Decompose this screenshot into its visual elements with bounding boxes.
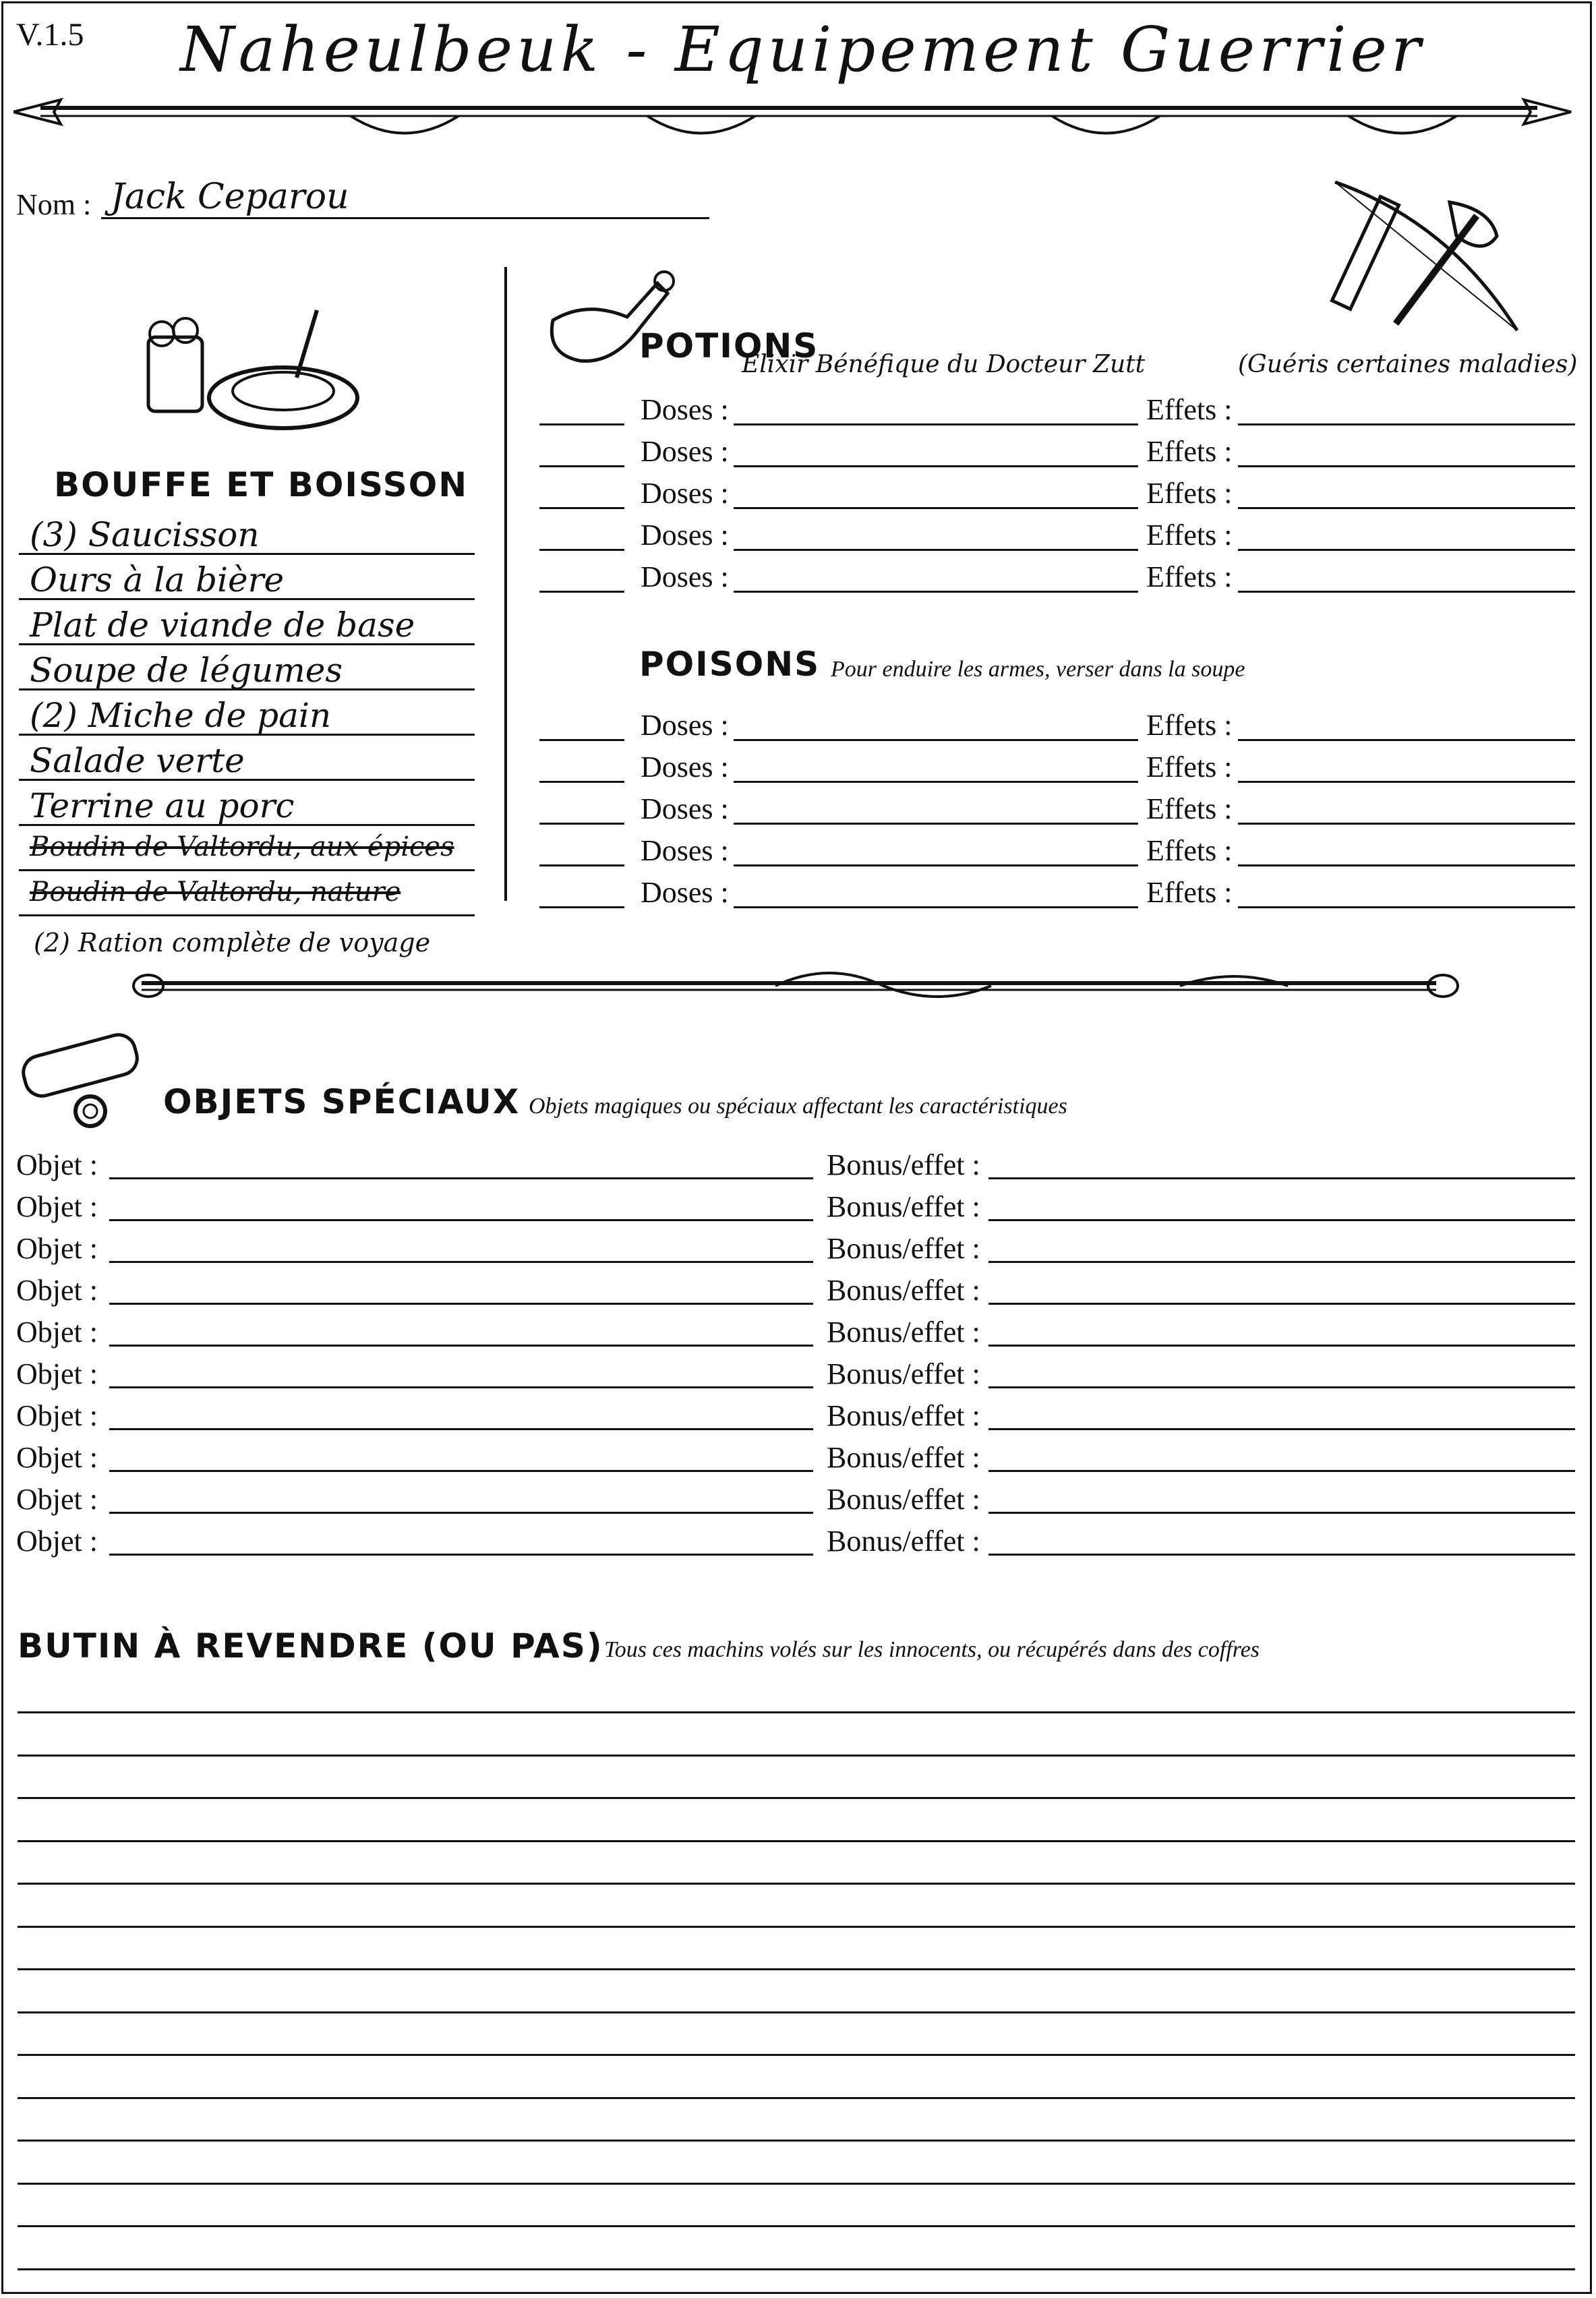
objet-label: Objet : bbox=[16, 1148, 98, 1181]
food-platter-icon bbox=[135, 297, 364, 438]
loot-line[interactable] bbox=[18, 2183, 1575, 2185]
dose-count-line[interactable] bbox=[539, 739, 624, 741]
loot-line[interactable] bbox=[18, 1883, 1575, 1885]
food-item[interactable]: Boudin de Valtordu, nature bbox=[30, 877, 401, 908]
food-item-line bbox=[19, 688, 475, 690]
objet-field[interactable] bbox=[109, 1512, 813, 1514]
objet-field[interactable] bbox=[109, 1261, 813, 1263]
effets-field[interactable] bbox=[1238, 906, 1575, 908]
doses-field[interactable] bbox=[734, 465, 1138, 467]
bonus-label: Bonus/effet : bbox=[827, 1148, 980, 1181]
objet-label: Objet : bbox=[16, 1441, 98, 1474]
bonus-field[interactable] bbox=[988, 1554, 1575, 1556]
loot-title: BUTIN À REVENDRE (OU PAS) bbox=[18, 1626, 603, 1666]
food-item[interactable]: (2) Miche de pain bbox=[30, 696, 332, 735]
food-item-line bbox=[19, 553, 475, 555]
dose-count-line[interactable] bbox=[539, 864, 624, 866]
food-item-line bbox=[19, 869, 475, 871]
effets-label: Effets : bbox=[1146, 477, 1233, 510]
objet-label: Objet : bbox=[16, 1316, 98, 1349]
name-field[interactable]: Jack Ceparou bbox=[111, 177, 349, 217]
loot-line[interactable] bbox=[18, 2011, 1575, 2013]
loot-line[interactable] bbox=[18, 2268, 1575, 2270]
effets-field[interactable] bbox=[1238, 781, 1575, 783]
effets-field[interactable] bbox=[1238, 864, 1575, 866]
potion-1-name[interactable]: Elixir Bénéfique du Docteur Zutt bbox=[742, 351, 1146, 378]
dose-count-line[interactable] bbox=[539, 507, 624, 509]
effets-field[interactable] bbox=[1238, 823, 1575, 825]
effets-label: Effets : bbox=[1146, 792, 1233, 825]
loot-line[interactable] bbox=[18, 2140, 1575, 2142]
bonus-label: Bonus/effet : bbox=[827, 1441, 980, 1474]
effets-field[interactable] bbox=[1238, 739, 1575, 741]
doses-field[interactable] bbox=[734, 739, 1138, 741]
doses-field[interactable] bbox=[734, 864, 1138, 866]
doses-field[interactable] bbox=[734, 823, 1138, 825]
bonus-field[interactable] bbox=[988, 1219, 1575, 1221]
effets-field[interactable] bbox=[1238, 423, 1575, 425]
special-subtitle: Objets magiques ou spéciaux affectant les caractéristiques bbox=[529, 1094, 1067, 1119]
food-item[interactable]: Soupe de légumes bbox=[30, 651, 343, 690]
objet-label: Objet : bbox=[16, 1525, 98, 1558]
food-item-line bbox=[19, 734, 475, 736]
crossed-weapons-icon bbox=[1315, 155, 1537, 337]
loot-line[interactable] bbox=[18, 1926, 1575, 1928]
effets-label: Effets : bbox=[1146, 393, 1233, 426]
food-item-line bbox=[19, 598, 475, 600]
objet-label: Objet : bbox=[16, 1232, 98, 1265]
objet-field[interactable] bbox=[109, 1219, 813, 1221]
bonus-field[interactable] bbox=[988, 1470, 1575, 1472]
food-item[interactable]: (3) Saucisson bbox=[30, 515, 260, 554]
doses-label: Doses : bbox=[641, 876, 729, 909]
effets-label: Effets : bbox=[1146, 876, 1233, 909]
dose-count-line[interactable] bbox=[539, 591, 624, 593]
bonus-label: Bonus/effet : bbox=[827, 1316, 980, 1349]
bonus-field[interactable] bbox=[988, 1428, 1575, 1430]
loot-line[interactable] bbox=[18, 2225, 1575, 2227]
loot-subtitle: Tous ces machins volés sur les innocents, ou récupérés dans des coffres bbox=[604, 1637, 1260, 1662]
loot-line[interactable] bbox=[18, 1968, 1575, 1970]
poisons-title: POISONS bbox=[639, 645, 821, 684]
spear-divider-icon bbox=[13, 86, 1578, 147]
doses-label: Doses : bbox=[641, 750, 729, 784]
bonus-label: Bonus/effet : bbox=[827, 1399, 980, 1432]
doses-label: Doses : bbox=[641, 834, 729, 867]
food-item-line bbox=[19, 779, 475, 781]
name-label: Nom : bbox=[16, 188, 92, 221]
objet-field[interactable] bbox=[109, 1470, 813, 1472]
dose-count-line[interactable] bbox=[539, 423, 624, 425]
objet-field[interactable] bbox=[109, 1303, 813, 1305]
doses-field[interactable] bbox=[734, 423, 1138, 425]
doses-label: Doses : bbox=[641, 393, 729, 426]
effets-label: Effets : bbox=[1146, 750, 1233, 784]
bonus-field[interactable] bbox=[988, 1261, 1575, 1263]
objet-field[interactable] bbox=[109, 1428, 813, 1430]
bonus-label: Bonus/effet : bbox=[827, 1357, 980, 1390]
version-label: V.1.5 bbox=[16, 17, 84, 53]
doses-field[interactable] bbox=[734, 591, 1138, 593]
food-item[interactable]: Ours à la bière bbox=[30, 560, 285, 599]
food-title: BOUFFE ET BOISSON bbox=[54, 465, 469, 504]
loot-line[interactable] bbox=[18, 2097, 1575, 2099]
objet-label: Objet : bbox=[16, 1190, 98, 1223]
objet-label: Objet : bbox=[16, 1399, 98, 1432]
doses-field[interactable] bbox=[734, 781, 1138, 783]
doses-label: Doses : bbox=[641, 792, 729, 825]
doses-label: Doses : bbox=[641, 560, 729, 593]
potion-1-effect[interactable]: (Guéris certaines maladies) bbox=[1238, 351, 1578, 378]
loot-line[interactable] bbox=[18, 1711, 1575, 1713]
bonus-field[interactable] bbox=[988, 1177, 1575, 1179]
food-extra-item[interactable]: (2) Ration complète de voyage bbox=[34, 928, 431, 958]
effets-field[interactable] bbox=[1238, 591, 1575, 593]
dose-count-line[interactable] bbox=[539, 906, 624, 908]
dose-count-line[interactable] bbox=[539, 465, 624, 467]
bonus-label: Bonus/effet : bbox=[827, 1525, 980, 1558]
doses-label: Doses : bbox=[641, 709, 729, 742]
objet-field[interactable] bbox=[109, 1345, 813, 1347]
doses-field[interactable] bbox=[734, 507, 1138, 509]
effets-label: Effets : bbox=[1146, 709, 1233, 742]
scroll-ring-icon bbox=[16, 1025, 151, 1133]
poisons-subtitle: Pour enduire les armes, verser dans la soupe bbox=[831, 657, 1245, 682]
dose-count-line[interactable] bbox=[539, 549, 624, 551]
loot-line[interactable] bbox=[18, 1840, 1575, 1842]
bonus-label: Bonus/effet : bbox=[827, 1232, 980, 1265]
bonus-label: Bonus/effet : bbox=[827, 1274, 980, 1307]
objet-field[interactable] bbox=[109, 1386, 813, 1388]
bonus-label: Bonus/effet : bbox=[827, 1483, 980, 1516]
objet-field[interactable] bbox=[109, 1177, 813, 1179]
food-item[interactable]: Plat de viande de base bbox=[30, 606, 415, 645]
dose-count-line[interactable] bbox=[539, 823, 624, 825]
objet-label: Objet : bbox=[16, 1483, 98, 1516]
objet-label: Objet : bbox=[16, 1357, 98, 1390]
loot-line[interactable] bbox=[18, 2054, 1575, 2056]
doses-field[interactable] bbox=[734, 549, 1138, 551]
bonus-field[interactable] bbox=[988, 1345, 1575, 1347]
page-title: Naheulbeuk - Equipement Guerrier bbox=[180, 13, 1425, 86]
loot-line[interactable] bbox=[18, 1755, 1575, 1757]
doses-label: Doses : bbox=[641, 519, 729, 552]
bonus-field[interactable] bbox=[988, 1512, 1575, 1514]
effets-field[interactable] bbox=[1238, 549, 1575, 551]
effets-field[interactable] bbox=[1238, 507, 1575, 509]
potions-title: POTIONS bbox=[639, 326, 819, 365]
objet-label: Objet : bbox=[16, 1274, 98, 1307]
effets-field[interactable] bbox=[1238, 465, 1575, 467]
bonus-field[interactable] bbox=[988, 1303, 1575, 1305]
staff-divider-icon bbox=[128, 960, 1463, 1007]
food-item-line bbox=[19, 643, 475, 645]
doses-label: Doses : bbox=[641, 477, 729, 510]
column-divider bbox=[504, 267, 507, 901]
loot-line[interactable] bbox=[18, 1797, 1575, 1799]
food-item-line bbox=[19, 914, 475, 916]
effets-label: Effets : bbox=[1146, 834, 1233, 867]
effets-label: Effets : bbox=[1146, 519, 1233, 552]
effets-label: Effets : bbox=[1146, 435, 1233, 468]
bonus-label: Bonus/effet : bbox=[827, 1190, 980, 1223]
dose-count-line[interactable] bbox=[539, 781, 624, 783]
food-item[interactable]: Salade verte bbox=[30, 741, 245, 780]
food-item[interactable]: Terrine au porc bbox=[30, 786, 295, 825]
food-item-line bbox=[19, 824, 475, 826]
special-title: OBJETS SPÉCIAUX bbox=[163, 1082, 521, 1121]
doses-label: Doses : bbox=[641, 435, 729, 468]
effets-label: Effets : bbox=[1146, 560, 1233, 593]
doses-field[interactable] bbox=[734, 906, 1138, 908]
bonus-field[interactable] bbox=[988, 1386, 1575, 1388]
food-item[interactable]: Boudin de Valtordu, aux épices bbox=[30, 831, 454, 862]
objet-field[interactable] bbox=[109, 1554, 813, 1556]
